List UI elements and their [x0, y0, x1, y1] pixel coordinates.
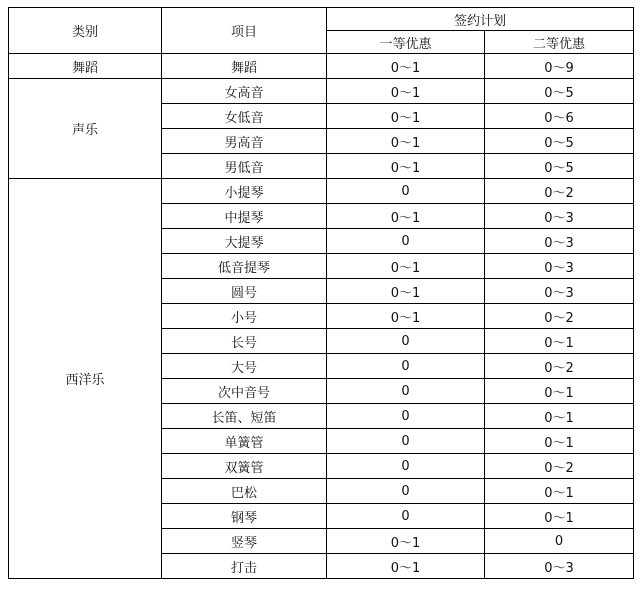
- header-category: 类别: [9, 8, 162, 54]
- first-class-cell: 0～1: [327, 129, 485, 154]
- quota-table: [8, 7, 634, 579]
- table-row: [9, 179, 634, 204]
- first-class-cell: 0: [327, 329, 485, 354]
- second-class-cell: 0～3: [485, 279, 634, 304]
- first-class-cell: 0: [327, 504, 485, 529]
- item-cell: 竖琴: [162, 529, 327, 554]
- second-class-cell: 0～5: [485, 129, 634, 154]
- second-class-cell: 0～2: [485, 179, 634, 204]
- category-cell: 西洋乐: [9, 179, 162, 579]
- first-class-cell: 0: [327, 404, 485, 429]
- first-class-cell: 0～1: [327, 79, 485, 104]
- table-row: [9, 79, 634, 104]
- second-class-cell: 0～1: [485, 329, 634, 354]
- header-plan: 签约计划: [327, 8, 634, 31]
- item-cell: 单簧管: [162, 429, 327, 454]
- first-class-cell: 0～1: [327, 204, 485, 229]
- item-cell: 大提琴: [162, 229, 327, 254]
- first-class-cell: 0: [327, 429, 485, 454]
- header-first-class: 一等优惠: [327, 31, 485, 54]
- first-class-cell: 0～1: [327, 529, 485, 554]
- second-class-cell: 0～9: [485, 54, 634, 79]
- item-cell: 低音提琴: [162, 254, 327, 279]
- second-class-cell: 0～3: [485, 204, 634, 229]
- first-class-cell: 0～1: [327, 54, 485, 79]
- first-class-cell: 0: [327, 479, 485, 504]
- second-class-cell: 0～2: [485, 454, 634, 479]
- item-cell: 长笛、短笛: [162, 404, 327, 429]
- second-class-cell: 0～6: [485, 104, 634, 129]
- table-body: [9, 54, 634, 579]
- first-class-cell: 0～1: [327, 104, 485, 129]
- second-class-cell: 0～1: [485, 504, 634, 529]
- item-cell: 双簧管: [162, 454, 327, 479]
- first-class-cell: 0: [327, 379, 485, 404]
- item-cell: 小提琴: [162, 179, 327, 204]
- first-class-cell: 0: [327, 179, 485, 204]
- item-cell: 大号: [162, 354, 327, 379]
- second-class-cell: 0～5: [485, 154, 634, 179]
- table-row: [9, 54, 634, 79]
- item-cell: 圆号: [162, 279, 327, 304]
- item-cell: 男低音: [162, 154, 327, 179]
- second-class-cell: 0～2: [485, 354, 634, 379]
- first-class-cell: 0～1: [327, 154, 485, 179]
- second-class-cell: 0～1: [485, 404, 634, 429]
- category-cell: 舞蹈: [9, 54, 162, 79]
- item-cell: 次中音号: [162, 379, 327, 404]
- first-class-cell: 0～1: [327, 254, 485, 279]
- item-cell: 巴松: [162, 479, 327, 504]
- first-class-cell: 0～1: [327, 554, 485, 579]
- second-class-cell: 0～1: [485, 429, 634, 454]
- second-class-cell: 0: [485, 529, 634, 554]
- first-class-cell: 0: [327, 354, 485, 379]
- first-class-cell: 0: [327, 454, 485, 479]
- first-class-cell: 0～1: [327, 279, 485, 304]
- item-cell: 女低音: [162, 104, 327, 129]
- second-class-cell: 0～3: [485, 254, 634, 279]
- second-class-cell: 0～3: [485, 229, 634, 254]
- second-class-cell: 0～5: [485, 79, 634, 104]
- quota-table-container: [8, 7, 634, 579]
- second-class-cell: 0～1: [485, 479, 634, 504]
- item-cell: 中提琴: [162, 204, 327, 229]
- item-cell: 小号: [162, 304, 327, 329]
- item-cell: 女高音: [162, 79, 327, 104]
- item-cell: 打击: [162, 554, 327, 579]
- item-cell: 钢琴: [162, 504, 327, 529]
- second-class-cell: 0～2: [485, 304, 634, 329]
- category-cell: 声乐: [9, 79, 162, 179]
- item-cell: 男高音: [162, 129, 327, 154]
- header-second-class: 二等优惠: [485, 31, 634, 54]
- header-item: 项目: [162, 8, 327, 54]
- first-class-cell: 0～1: [327, 304, 485, 329]
- first-class-cell: 0: [327, 229, 485, 254]
- item-cell: 舞蹈: [162, 54, 327, 79]
- item-cell: 长号: [162, 329, 327, 354]
- second-class-cell: 0～3: [485, 554, 634, 579]
- second-class-cell: 0～1: [485, 379, 634, 404]
